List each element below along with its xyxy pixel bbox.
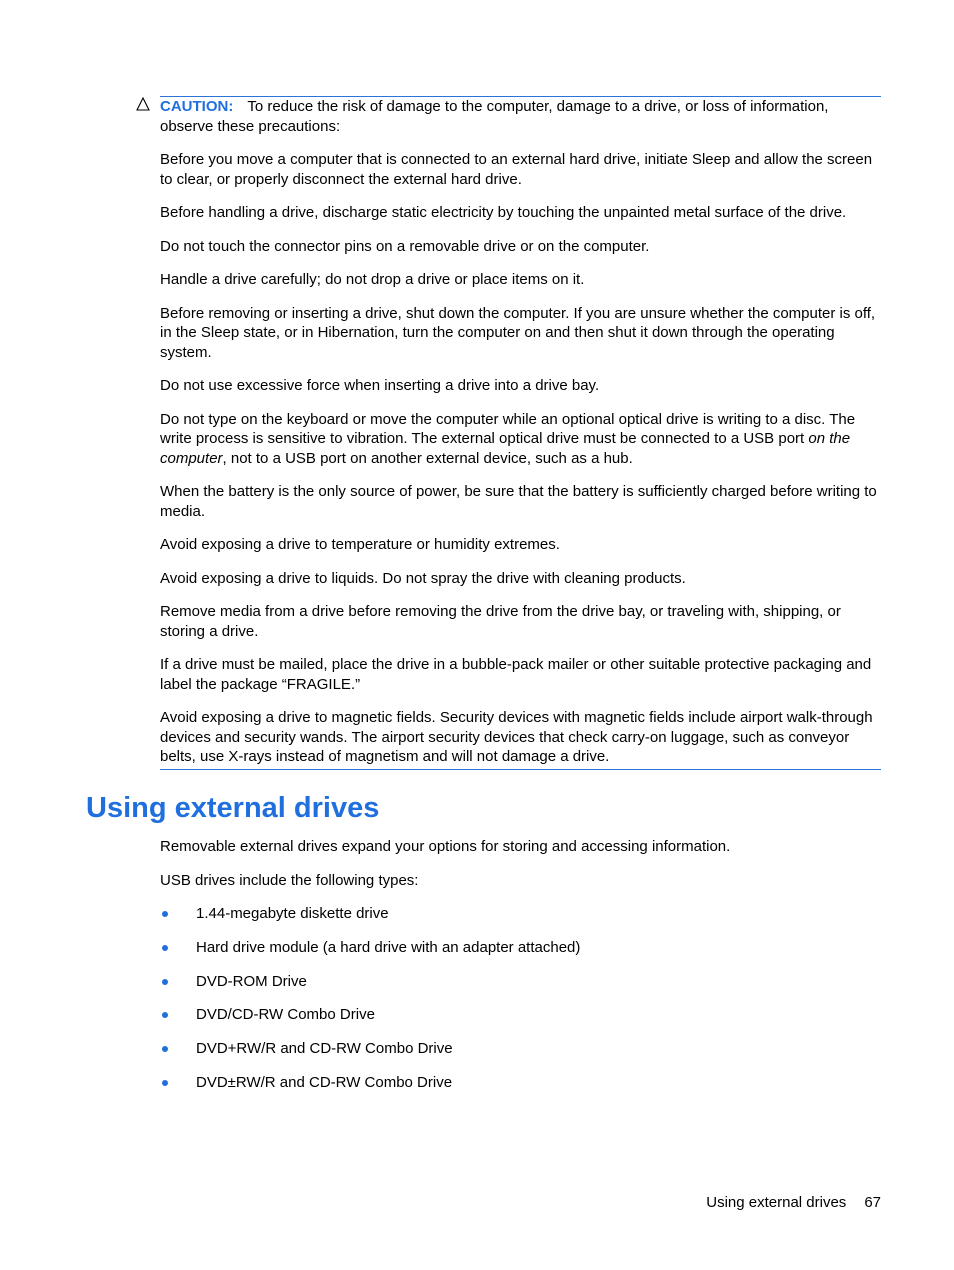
list-item-text: Hard drive module (a hard drive with an adapter attached) (196, 938, 581, 956)
bullet-icon (162, 1012, 168, 1018)
caution-intro-text: To reduce the risk of damage to the computer, damage to a drive, or loss of information, observe these precautions: (160, 98, 829, 135)
caution-item: Do not touch the connector pins on a removable drive or on the computer. (160, 237, 650, 255)
caution-label: CAUTION: (160, 98, 234, 115)
caution-item: Avoid exposing a drive to temperature or humidity extremes. (160, 536, 560, 553)
caution-item: Before handling a drive, discharge static electricity by touching the unpainted metal surface of the drive. (160, 204, 847, 221)
bullet-icon (162, 979, 168, 985)
list-item (160, 972, 881, 992)
page-footer (706, 1193, 881, 1213)
footer-section-name: Using external drives (706, 1194, 847, 1211)
caution-notice (160, 96, 881, 770)
caution-item: Before removing or inserting a drive, shut down the computer. If you are unsure whether the computer is off, in the Sleep state, or in Hibernation, turn the computer on and then shut it down through the operating system. (160, 304, 876, 361)
list-intro: USB drives include the following types: (160, 871, 419, 889)
caution-item-emphasis: on the computer (160, 430, 851, 467)
caution-item: Do not use excessive force when inserting a drive into a drive bay. (160, 377, 600, 394)
section-body (160, 837, 881, 1107)
bullet-icon (162, 1080, 168, 1086)
list-item (160, 1073, 881, 1093)
caution-item: Avoid exposing a drive to magnetic fields. Security devices with magnetic fields include airport walk-through devices and security wands. The airport security devices that check carry-on luggage, such as conveyor belts, use X-rays instead of magnetism and will not damage a drive. (160, 709, 873, 765)
list-item (160, 1039, 881, 1059)
caution-intro (160, 97, 881, 136)
page-number: 67 (864, 1194, 881, 1211)
caution-item-text: Do not type on the keyboard or move the computer while an optional optical drive is writing to a disc. The write process is sensitive to vibration. The external optical drive must be connected to a USB port (160, 410, 856, 447)
caution-item: If a drive must be mailed, place the drive in a bubble-pack mailer or other suitable protective packaging and label the package “FRAGILE.” (160, 656, 872, 693)
caution-item-text: , not to a USB port on another external device, such as a hub. (222, 449, 633, 467)
caution-item: Remove media from a drive before removing the drive from the drive bay, or traveling with, shipping, or storing a drive. (160, 603, 841, 640)
bullet-icon (162, 1046, 168, 1052)
list-item (160, 904, 881, 924)
list-item (160, 1005, 881, 1025)
drive-type-list (160, 904, 881, 1092)
bullet-icon (162, 911, 168, 917)
section-heading: Using external drives (86, 792, 380, 824)
caution-item: Before you move a computer that is connected to an external hard drive, initiate Sleep and allow the screen to clear, or properly disconnect the external hard drive. (160, 151, 873, 188)
caution-item: Handle a drive carefully; do not drop a drive or place items on it. (160, 271, 585, 288)
list-item-text: DVD±RW/R and CD-RW Combo Drive (196, 1073, 453, 1091)
caution-triangle-icon (136, 97, 150, 111)
list-item-text: DVD/CD-RW Combo Drive (196, 1006, 375, 1024)
section-intro: Removable external drives expand your options for storing and accessing information. (160, 838, 731, 855)
caution-item: When the battery is the only source of power, be sure that the battery is sufficiently charged before writing to media. (160, 483, 877, 520)
list-item (160, 938, 881, 958)
bullet-icon (162, 945, 168, 951)
caution-item (160, 410, 881, 469)
caution-item: Avoid exposing a drive to liquids. Do not spray the drive with cleaning products. (160, 569, 686, 587)
list-item-text: 1.44-megabyte diskette drive (196, 905, 389, 922)
list-item-text: DVD-ROM Drive (196, 972, 307, 990)
list-item-text: DVD+RW/R and CD-RW Combo Drive (196, 1040, 453, 1058)
